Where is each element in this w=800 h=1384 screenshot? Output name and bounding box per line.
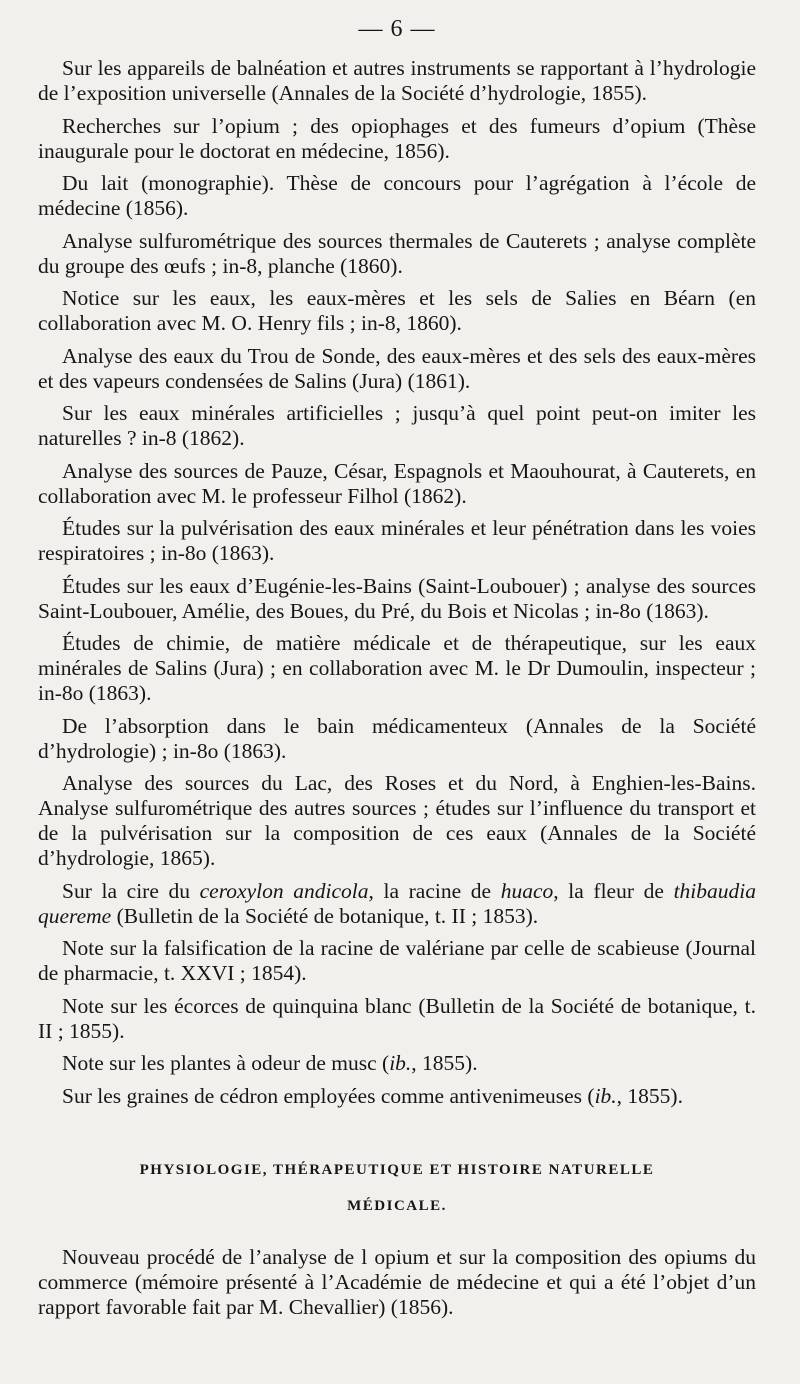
entry-text: , la racine de — [368, 878, 501, 903]
bibliography-entry: Études de chimie, de matière médicale et de thérapeutique, sur les eaux minérales de Salins (Jura) ; en collaboration avec M. le Dr Dumoulin, inspecteur ; in-8o (1863). — [38, 631, 756, 705]
bibliography-entry: Nouveau procédé de l’analyse de l opium et sur la composition des opiums du commerce (mémoire présenté à l’Académie de médecine et qui a été l’objet d’un rapport favorable fait par M. Chevallier) (1856). — [38, 1244, 756, 1319]
bibliography-entry: Sur les eaux minérales artificielles ; jusqu’à quel point peut-on imiter les naturelles ? in-8 (1862). — [38, 401, 756, 450]
entry-text: Sur les graines de cédron employées comme antivenimeuses ( — [62, 1083, 595, 1108]
entry-text: , la fleur de — [553, 878, 674, 903]
bibliography-entry: Du lait (monographie). Thèse de concours pour l’agrégation à l’école de médecine (1856). — [38, 171, 756, 220]
bibliography-entry-cire — [38, 879, 756, 929]
page-number: — 6 — — [358, 16, 436, 42]
bibliography-entry: Études sur la pulvérisation des eaux minérales et leur pénétration dans les voies respiratoires ; in-8o (1863). — [38, 516, 756, 565]
section-heading — [38, 1159, 756, 1217]
bibliography-entry: Recherches sur l’opium ; des opiophages et des fumeurs d’opium (Thèse inaugurale pour le doctorat en médecine, 1856). — [38, 113, 756, 163]
section-heading-line1: PHYSIOLOGIE, THÉRAPEUTIQUE ET HISTOIRE NATURELLE — [139, 1161, 655, 1178]
entry-text: (Bulletin de la Société de botanique, t. II ; 1853). — [111, 903, 539, 928]
bibliography-entry: Analyse des sources du Lac, des Roses et du Nord, à Enghien-les-Bains. Analyse sulfurométrique des autres sources ; études sur l’influence du transport et de la pulvérisation sur la composition de ces eaux (Annales de la Société d’hydrologie, 1865). — [38, 771, 756, 870]
bibliography-entry: Note sur la falsification de la racine de valériane par celle de scabieuse (Journal de pharmacie, t. XXVI ; 1854). — [38, 936, 756, 985]
entry-text: Sur la cire du — [62, 878, 200, 903]
entry-text: , 1855). — [411, 1051, 478, 1075]
bibliography-entry: Note sur les écorces de quinquina blanc (Bulletin de la Société de botanique, t. II ; 1855). — [38, 993, 756, 1043]
entry-text: , 1855). — [616, 1083, 683, 1108]
bibliography-entry: Études sur les eaux d’Eugénie-les-Bains (Saint-Loubouer) ; analyse des sources Saint-Loubouer, Amélie, des Boues, du Pré, du Bois et Nicolas ; in-8o (1863). — [38, 573, 756, 623]
bibliography-entry: Analyse des sources de Pauze, César, Espagnols et Maouhourat, à Cauterets, en collaboration avec M. le professeur Filhol (1862). — [38, 458, 756, 508]
bibliography-entry: Notice sur les eaux, les eaux-mères et les sels de Salies en Béarn (en collaboration avec M. O. Henry fils ; in-8, 1860). — [38, 286, 756, 335]
species-name: huaco — [500, 878, 554, 903]
bibliography-entry: De l’absorption dans le bain médicamenteux (Annales de la Société d’hydrologie) ; in-8o (1863). — [38, 713, 756, 763]
ibid-abbrev: ib. — [389, 1051, 412, 1075]
ibid-abbrev: ib. — [594, 1083, 617, 1108]
bibliography-entry-musc — [38, 1051, 756, 1076]
bibliography-entry: Analyse sulfurométrique des sources thermales de Cauterets ; analyse complète du groupe des œufs ; in-8, planche (1860). — [38, 228, 756, 278]
species-name: thibaudia quereme — [38, 878, 756, 928]
bibliography-entry: Analyse des eaux du Trou de Sonde, des eaux-mères et des sels des eaux-mères et des vapeurs condensées de Salins (Jura) (1861). — [38, 343, 756, 393]
section-heading-line2: MÉDICALE. — [347, 1197, 447, 1214]
bibliography-entry: Sur les appareils de balnéation et autres instruments se rapportant à l’hydrologie de l’exposition universelle (Annales de la Société d’hydrologie, 1855). — [38, 56, 756, 105]
entry-text: Note sur les plantes à odeur de musc ( — [62, 1051, 390, 1075]
species-name: ceroxylon andicola — [199, 878, 369, 903]
bibliography-entry-cedron — [38, 1084, 756, 1109]
